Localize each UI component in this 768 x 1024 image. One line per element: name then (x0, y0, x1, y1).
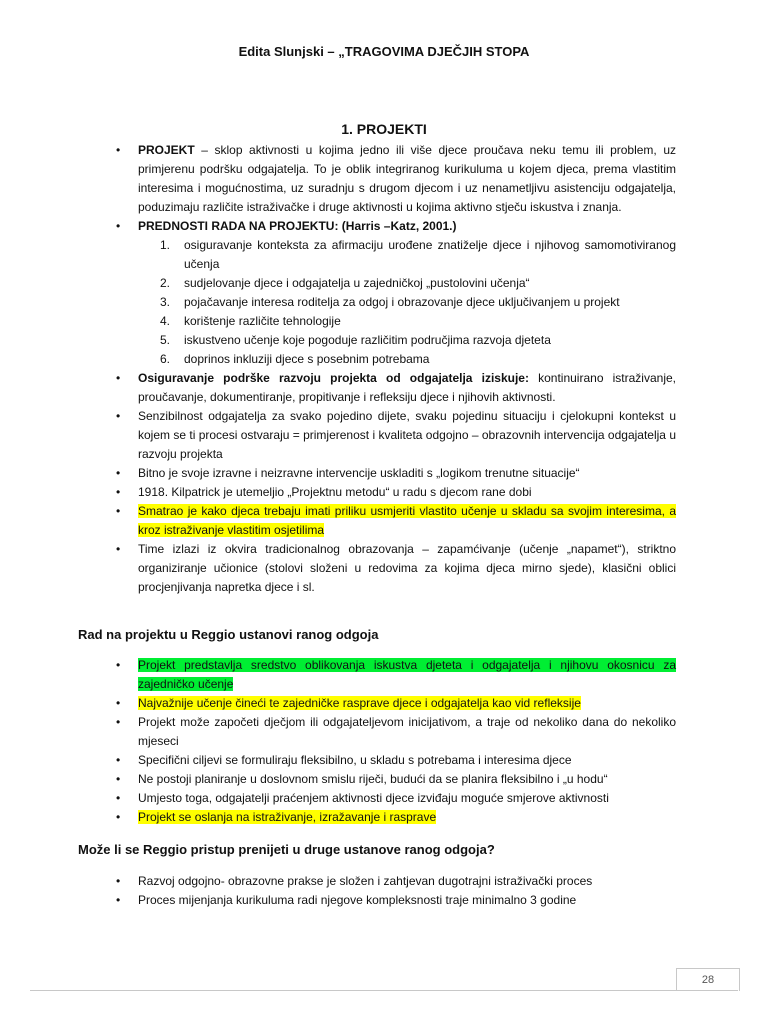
highlighted-text (138, 504, 676, 537)
list-item (114, 483, 676, 502)
bullet-icon: • (116, 409, 121, 423)
bullet-icon: • (116, 893, 121, 907)
item-text: osiguravanje konteksta za afirmaciju urođene znatiželje djece i njihovog samomotiviranog učenja (184, 238, 676, 271)
main-content (114, 141, 676, 597)
item-text (138, 772, 608, 786)
bullet-icon: • (116, 371, 121, 385)
list-item (114, 369, 676, 407)
bullet-list-intro (114, 141, 676, 236)
numbered-item (160, 293, 676, 312)
bullet-list-support (114, 369, 676, 597)
item-text (138, 542, 676, 594)
item-number: 6. (160, 352, 171, 366)
numbered-list-advantages (114, 236, 676, 369)
item-body: Senzibilnost odgajatelja za svako pojedino dijete, svaku pojedinu situaciju i cjelokupni kontekst u kojem se ti procesi ostvaraju = primjerenost i kvaliteta odgojno – obrazovnih intervencija odgajatelja u razvoju projekta (138, 409, 676, 461)
list-item (114, 464, 676, 483)
item-text: iskustveno učenje koje pogoduje različitim područjima razvoja djeteta (184, 333, 551, 347)
reggio-content (114, 656, 676, 827)
list-item (114, 141, 676, 217)
numbered-item (160, 236, 676, 274)
item-text (138, 715, 676, 748)
bullet-icon: • (116, 874, 121, 888)
item-body: Projekt se oslanja na istraživanje, izražavanje i rasprave (138, 810, 437, 824)
item-body: Najvažnije učenje čineći te zajedničke rasprave djece i odgajatelja kao vid refleksije (138, 696, 581, 710)
item-body: Specifični ciljevi se formuliraju fleksibilno, u skladu s potrebama i interesima djece (138, 753, 572, 767)
numbered-item (160, 331, 676, 350)
item-body: Projekt može započeti dječjom ili odgajateljevom inicijativom, a traje od nekoliko dana do nekoliko mjeseci (138, 715, 676, 748)
highlighted-text (138, 810, 436, 824)
numbered-item (160, 274, 676, 293)
item-body: Smatrao je kako djeca trebaju imati priliku usmjeriti vlastito učenje u skladu sa svojim interesima, a kroz istraživanje vlastitim osjetilima (138, 504, 676, 537)
heading-reggio-transfer: Može li se Reggio pristup prenijeti u druge ustanove ranog odgoja? (78, 842, 495, 857)
bullet-icon: • (116, 542, 121, 556)
item-body: Ne postoji planiranje u doslovnom smislu riječi, budući da se planira fleksibilno i „u hodu“ (138, 772, 608, 786)
list-item (114, 407, 676, 464)
item-text (138, 143, 676, 214)
item-body: Time izlazi iz okvira tradicionalnog obrazovanja – zapamćivanje (učenje „napamet“), striktno organiziranje učionice (stolovi složeni u redovima za kojima djeca mirno sjede), klasični oblici procjenjivanja napretka djece i sl. (138, 542, 676, 594)
item-text (138, 219, 457, 233)
item-body: Proces mijenjanja kurikuluma radi njegove kompleksnosti traje minimalno 3 godine (138, 893, 577, 907)
item-number: 2. (160, 276, 171, 290)
list-item (114, 656, 676, 694)
item-text (138, 485, 532, 499)
item-text: korištenje različite tehnologije (184, 314, 341, 328)
list-item (114, 694, 676, 713)
list-item (114, 789, 676, 808)
item-text (138, 466, 580, 480)
item-lead: Osiguravanje podrške razvoju projekta od odgajatelja iziskuje: (138, 371, 529, 385)
item-text: pojačavanje interesa roditelja za odgoj i obrazovanje djece uključivanjem u projekt (184, 295, 620, 309)
highlighted-text (138, 696, 581, 710)
item-text (138, 791, 609, 805)
item-text (138, 874, 592, 888)
bullet-icon: • (116, 810, 121, 824)
bullet-icon: • (116, 219, 121, 233)
list-item (114, 770, 676, 789)
item-body: Umjesto toga, odgajatelji praćenjem aktivnosti djece izviđaju moguće smjerove aktivnosti (138, 791, 609, 805)
bullet-icon: • (116, 753, 121, 767)
bullet-icon: • (116, 772, 121, 786)
bullet-icon: • (116, 485, 121, 499)
numbered-item (160, 350, 676, 369)
bullet-icon: • (116, 143, 121, 157)
item-body: Projekt predstavlja sredstvo oblikovanja iskustva djeteta i odgajatelja i njihovu okosnicu za zajedničko učenje (138, 658, 676, 691)
item-body: – sklop aktivnosti u kojima jedno ili više djece proučava neku temu ili problem, uz primjerenu podršku odgajatelja. To je oblik integriranog kurikuluma u kojem djeca, prema vlastitim interesima i mogućnostima, uz suradnju s drugom djecom i uz nenametljivu asistenciju odgajatelja, poduzimaju različite istraživačke i druge aktivnosti u kojima aktivno stječu iskustva i znanja. (138, 143, 676, 214)
list-item (114, 217, 676, 236)
bullet-icon: • (116, 658, 121, 672)
bullet-icon: • (116, 466, 121, 480)
item-number: 5. (160, 333, 171, 347)
list-item (114, 808, 676, 827)
list-item (114, 502, 676, 540)
section-title: 1. PROJEKTI (341, 121, 427, 137)
item-text (138, 893, 576, 907)
item-lead: PREDNOSTI RADA NA PROJEKTU: (Harris –Katz, 2001.) (138, 219, 457, 233)
item-lead: PROJEKT (138, 143, 195, 157)
list-item (114, 872, 676, 891)
bullet-icon: • (116, 715, 121, 729)
item-body: Razvoj odgojno- obrazovne prakse je složen i zahtjevan dugotrajni istraživački proces (138, 874, 593, 888)
item-body: 1918. Kilpatrick je utemeljio „Projektnu metodu“ u radu s djecom rane dobi (138, 485, 532, 499)
page-header: Edita Slunjski – „TRAGOVIMA DJEČJIH STOPA (238, 44, 530, 59)
list-item (114, 751, 676, 770)
item-text: doprinos inkluziji djece s posebnim potrebama (184, 352, 430, 366)
item-text (138, 371, 676, 404)
item-body: kontinuirano istraživanje, proučavanje, dokumentiranje, propitivanje i refleksiju djece i njihovih aktivnosti. (138, 371, 676, 404)
item-text (138, 409, 676, 461)
bullet-icon: • (116, 504, 121, 518)
list-item (114, 713, 676, 751)
page-number: 28 (676, 968, 740, 991)
item-text (138, 753, 572, 767)
item-text: sudjelovanje djece i odgajatelja u zajedničkoj „pustolovini učenja“ (184, 276, 530, 290)
list-item (114, 891, 676, 910)
transfer-content (114, 872, 676, 910)
bullet-list-reggio (114, 656, 676, 827)
item-body: Bitno je svoje izravne i neizravne intervencije uskladiti s „logikom trenutne situacije“ (138, 466, 580, 480)
bullet-list-transfer (114, 872, 676, 910)
item-number: 3. (160, 295, 171, 309)
footer-divider (30, 990, 738, 991)
item-number: 4. (160, 314, 171, 328)
numbered-item (160, 312, 676, 331)
bullet-icon: • (116, 696, 121, 710)
bullet-icon: • (116, 791, 121, 805)
item-number: 1. (160, 238, 171, 252)
heading-reggio-project: Rad na projektu u Reggio ustanovi ranog odgoja (78, 627, 379, 642)
highlighted-text (138, 658, 676, 691)
list-item (114, 540, 676, 597)
